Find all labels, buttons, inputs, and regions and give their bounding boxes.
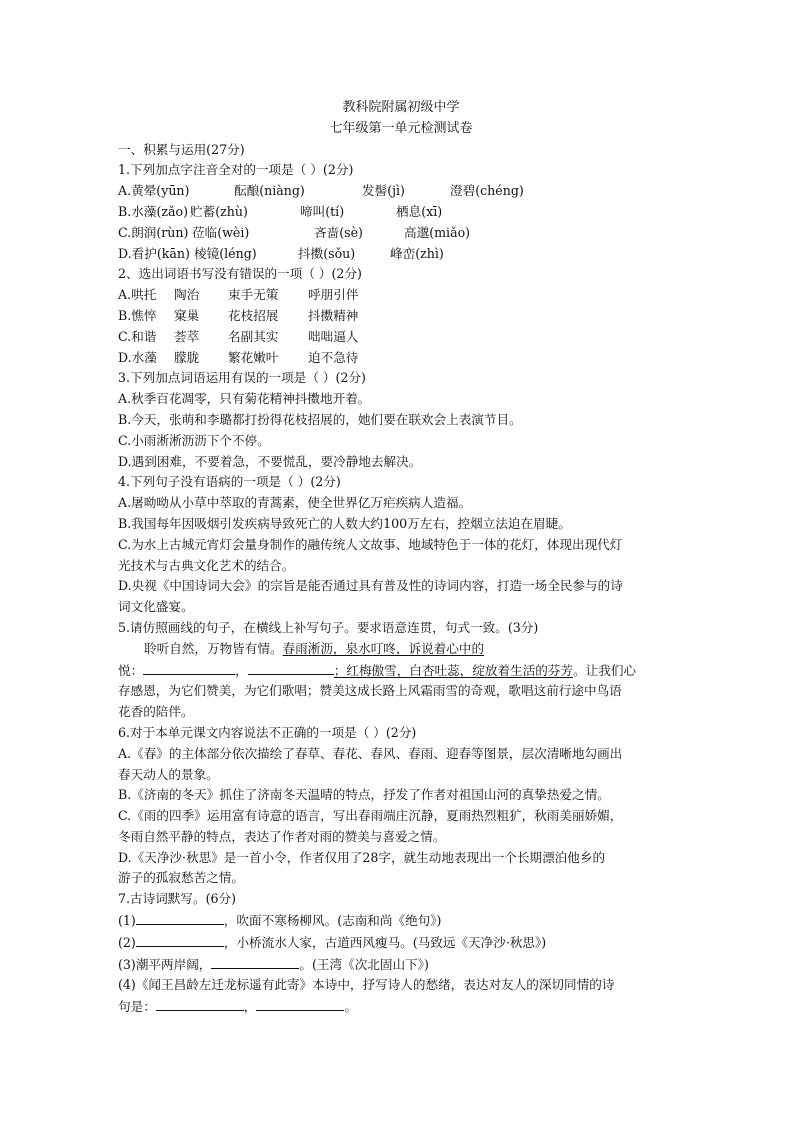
question-3-option-c: C.小雨淅淅沥沥下个不停。 [118, 432, 270, 448]
question-6-stem: 6.对于本单元课文内容说法不正确的一项是（ ）(2分) [118, 724, 417, 740]
question-6-option-d-line1: D.《天净沙·秋思》是一首小令，作者仅用了28字，就生动地表现出一个长期漂泊他乡的 [118, 849, 606, 865]
option-term: 咄咄逼人 [308, 328, 359, 344]
answer-blank-1[interactable] [143, 660, 235, 675]
option-term: C.朗润(rùn) [118, 224, 189, 240]
option-term: 荟萃 [174, 328, 200, 344]
exam-title: 七年级第一单元检测试卷 [329, 120, 473, 136]
school-name: 教科院附属初级中学 [342, 100, 460, 115]
option-term: 迫不急待 [308, 349, 359, 365]
option-term: 栖息(xī) [396, 203, 443, 219]
option-term: 酝酿(niàng) [234, 183, 305, 199]
option-term: 棱镜(léng) [194, 245, 257, 261]
question-4-option-c-line2: 光技术与古典文化艺术的结合。 [118, 557, 295, 573]
answer-blank[interactable] [136, 932, 224, 947]
option-term: 高邈(miǎo) [404, 224, 471, 240]
option-term: 澄碧(chéng) [450, 183, 524, 199]
option-term: 繁花嫩叶 [228, 349, 279, 365]
option-term: 陶治 [174, 287, 200, 303]
question-7-stem: 7.古诗词默写。(6分) [118, 891, 237, 907]
question-1-option-a [118, 181, 684, 202]
option-term: 贮蓄(zhù) [190, 203, 248, 219]
question-5-stem: 5.请仿照画线的句子，在横线上补写句子。要求语意连贯，句式一致。(3分) [118, 619, 539, 635]
item-number: (1) [118, 913, 136, 929]
item-text: ，小桥流水人家，古道西风瘦马。(马致远《天净沙·秋思》) [223, 934, 547, 950]
question-2-option-b [118, 306, 684, 327]
text-start: 悦： [118, 662, 144, 678]
question-2-stem: 2、选出词语书写没有错误的一项（ ）(2分) [118, 266, 362, 282]
question-3-stem: 3.下列加点词语运用有误的一项是（ ）(2分) [118, 370, 366, 386]
question-2-option-c [118, 327, 684, 348]
question-6-option-a-line2: 春天动人的景象。 [118, 766, 219, 782]
question-2-option-d [118, 348, 684, 369]
option-term: 抖擞精神 [308, 307, 359, 323]
option-term: A.黄晕(yūn) [118, 183, 190, 199]
question-4-option-c-line1: C.为水上古城元宵灯会量身制作的融传统人文故事、地域特色于一体的花灯，体现出现代灯 [118, 536, 623, 552]
answer-blank[interactable] [156, 996, 244, 1011]
exam-page [118, 98, 684, 1018]
item-text: 。 [344, 999, 357, 1015]
question-4-option-d-line2: 词文化盛宴。 [118, 599, 194, 615]
option-term: 名副其实 [228, 328, 279, 344]
option-term: 束手无策 [228, 287, 279, 303]
item-text: (3)潮平两岸阔， [118, 956, 212, 972]
question-6-option-d-line2: 游子的孤寂愁苦之情。 [118, 870, 244, 886]
question-7-item-4-line2 [118, 996, 684, 1018]
separator: ， [243, 999, 257, 1015]
option-term: B.水藻(zǎo) [118, 203, 188, 219]
question-6-option-b: B.《济南的冬天》抓住了济南冬天温晴的特点，抒发了作者对祖国山河的真挚热爱之情。 [118, 787, 610, 803]
option-term: 抖擞(sǒu) [298, 245, 356, 261]
option-term: D.看护(kān) [118, 245, 190, 261]
item-text: 。(王湾《次北固山下》) [299, 956, 429, 972]
question-6-option-c-line2: 冬雨自然平静的特点，表达了作者对雨的赞美与喜爱之情。 [118, 828, 446, 844]
question-1-option-d [118, 244, 684, 265]
option-term: 吝啬(sè) [314, 224, 363, 240]
item-text: 句是： [118, 999, 156, 1015]
option-term: C.和谐 [118, 328, 157, 344]
question-3-option-d: D.遇到困难，不要着急，不要慌乱，要冷静地去解决。 [118, 453, 422, 469]
question-1-option-b [118, 202, 684, 223]
question-3-option-b: B.今天，张萌和李璐都打扮得花枝招展的，她们要在联欢会上表演节目。 [118, 411, 522, 427]
option-term: A.哄托 [118, 287, 157, 303]
option-term: 莅临(wèi) [192, 224, 250, 240]
question-4-stem: 4.下列句子没有语病的一项是（ ）(2分) [118, 474, 341, 490]
option-term: 峰峦(zhì) [390, 245, 444, 261]
option-term: 啼叫(tí) [300, 203, 345, 219]
question-5-lead [118, 639, 684, 660]
question-5-line3: 花香的陪伴。 [118, 704, 194, 720]
question-6-option-c-line1: C.《雨的四季》运用富有诗意的语言，写出春雨端庄沉静，夏雨热烈粗犷，秋雨美丽娇媚， [118, 808, 623, 824]
answer-blank[interactable] [136, 910, 224, 925]
separator: ， [235, 662, 248, 678]
question-3-option-a: A.秋季百花凋零，只有菊花精神抖擞地开着。 [118, 391, 371, 407]
question-1-option-c [118, 223, 684, 244]
option-term: 花枝招展 [228, 307, 279, 323]
lead-text: 聆听自然，万物皆有情。 [144, 640, 283, 656]
option-term: D.水藻 [118, 349, 157, 365]
question-4-option-b: B.我国每年因吸烟引发疾病导致死亡的人数大约100万左右，控烟立法迫在眉睫。 [118, 515, 571, 531]
question-7-item-2 [118, 932, 684, 954]
answer-blank[interactable] [211, 954, 299, 969]
question-2-option-a [118, 285, 684, 306]
question-5-line2: 存感恩，为它们赞美，为它们歌唱；赞美这成长路上风霜雨雪的奇观，歌唱这前行途中鸟语 [118, 683, 622, 699]
text-end: 。让我们心 [573, 662, 637, 678]
underlined-example-2: ；红梅傲雪，白杏吐蕊，绽放着生活的芬芳 [333, 662, 574, 678]
option-term: 窠巢 [174, 307, 200, 323]
underlined-example: 春雨淅沥，泉水叮咚，诉说着心中的 [282, 640, 485, 656]
question-1-stem: 1.下列加点字注音全对的一项是（ ）(2分) [118, 162, 354, 178]
question-6-option-a-line1: A.《春》的主体部分依次描绘了春草、春花、春风、春雨、迎春等图景，层次清晰地勾画出 [118, 745, 623, 761]
option-term: 呼朋引伴 [308, 287, 359, 303]
question-4-option-a: A.屠呦呦从小草中萃取的青蒿素，使全世界亿万疟疾病人造福。 [118, 495, 472, 511]
option-term: 发髻(jì) [362, 183, 405, 199]
question-5-fill-line [118, 660, 684, 682]
option-term: 朦胧 [174, 349, 200, 365]
item-text: ，吹面不寒杨柳风。(志南和尚《绝句》) [223, 913, 442, 929]
answer-blank[interactable] [256, 996, 344, 1011]
question-7-item-1 [118, 910, 684, 932]
question-7-item-4-line1: (4)《闻王昌龄左迁龙标遥有此寄》本诗中，抒写诗人的愁绪，表达对友人的深切同情的诗 [118, 977, 615, 993]
answer-blank-2[interactable] [248, 660, 334, 675]
item-number: (2) [118, 934, 136, 950]
question-7-item-3 [118, 954, 684, 976]
option-term: B.憔悴 [118, 307, 157, 323]
question-4-option-d-line1: D.央视《中国诗词大会》的宗旨是能否通过具有普及性的诗词内容，打造一场全民参与的诗 [118, 578, 623, 594]
section-title: 一、积累与运用(27分) [118, 141, 245, 157]
